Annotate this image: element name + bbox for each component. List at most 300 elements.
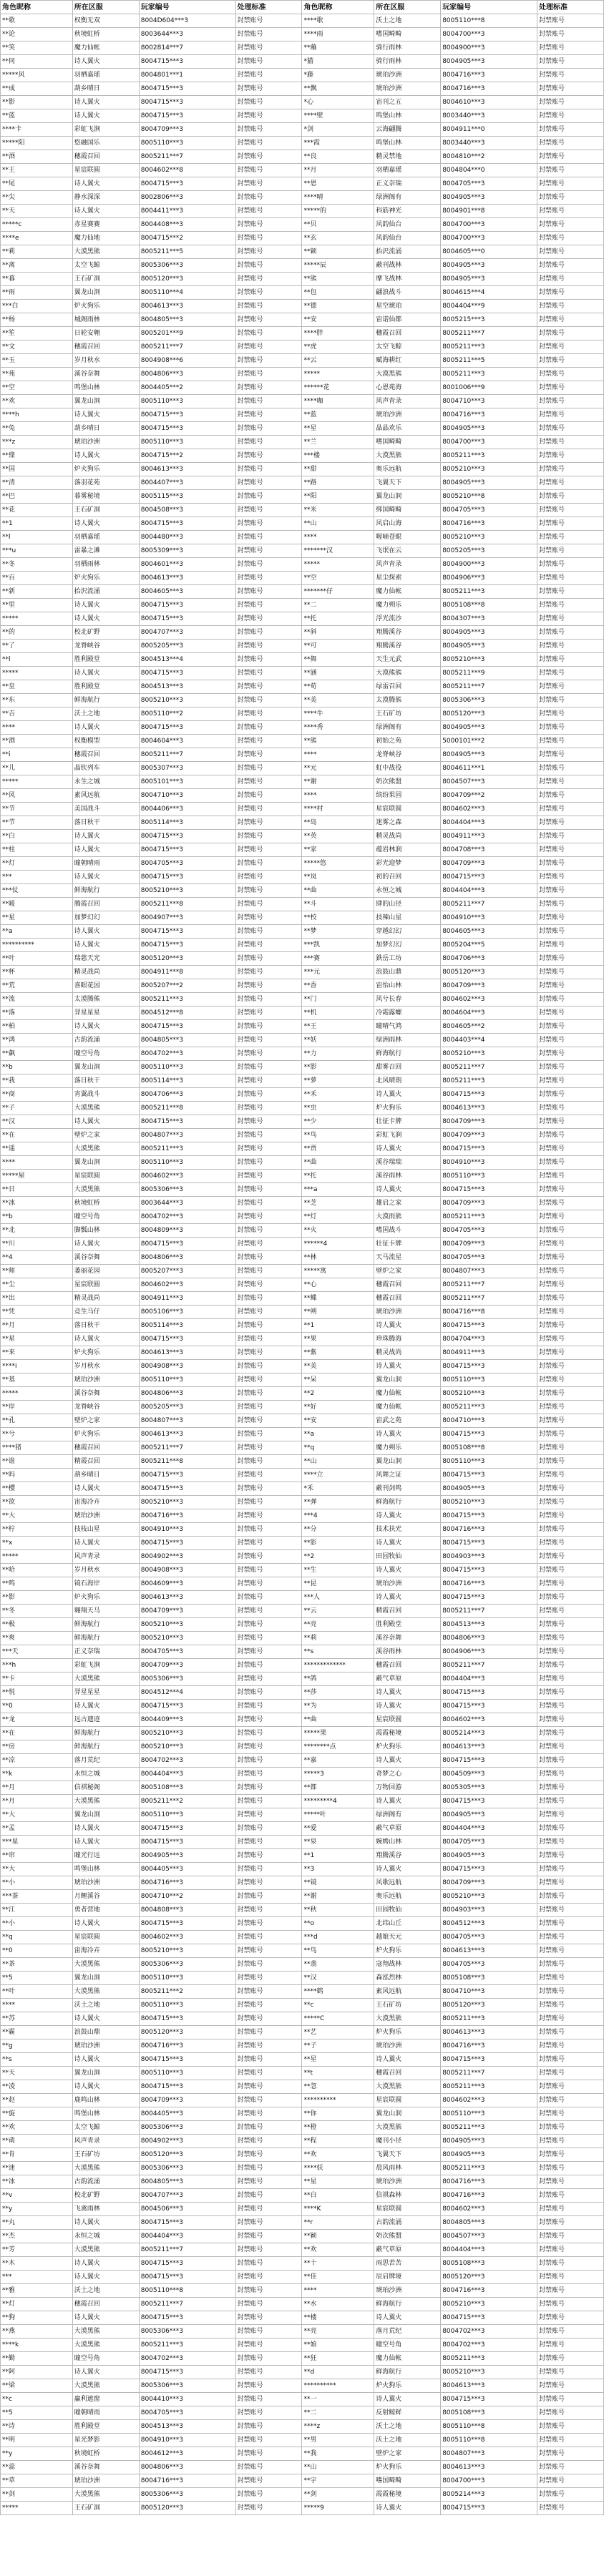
table-row bbox=[1, 979, 604, 993]
nickname-cell: *****风 bbox=[1, 69, 73, 82]
nickname-cell: **路 bbox=[302, 476, 374, 490]
action-cell: 封禁账号 bbox=[537, 504, 604, 517]
server-cell: 翼龙山洞 bbox=[72, 1972, 139, 1985]
action-cell: 封禁账号 bbox=[235, 1673, 302, 1686]
action-cell: 封禁账号 bbox=[537, 2352, 604, 2366]
action-cell: 封禁账号 bbox=[537, 2039, 604, 2053]
player-id-cell: 8004702***3 bbox=[139, 1210, 235, 1224]
server-cell: 大漠黑熊 bbox=[72, 2488, 139, 2502]
table-row bbox=[1, 1727, 604, 1740]
action-cell: 封禁账号 bbox=[235, 1387, 302, 1401]
action-cell: 封禁账号 bbox=[537, 572, 604, 585]
action-cell: 封禁账号 bbox=[537, 1034, 604, 1047]
player-id-cell: 8005110***3 bbox=[441, 1373, 537, 1387]
table-row bbox=[1, 707, 604, 721]
player-id-cell: 8004905***3 bbox=[441, 476, 537, 490]
nickname-cell: **诗 bbox=[1, 2420, 73, 2434]
server-cell: 飞翼天下 bbox=[374, 476, 441, 490]
action-cell: 封禁账号 bbox=[235, 1795, 302, 1808]
nickname-cell: **星 bbox=[1, 911, 73, 925]
nickname-cell: ******4 bbox=[302, 1238, 374, 1251]
action-cell: 封禁账号 bbox=[537, 1197, 604, 1210]
nickname-cell: **肯 bbox=[1, 2148, 73, 2162]
action-cell: 封禁账号 bbox=[537, 585, 604, 599]
player-id-cell: 8004307***3 bbox=[441, 612, 537, 626]
action-cell: 封禁账号 bbox=[537, 1482, 604, 1496]
nickname-cell: **鸟 bbox=[302, 1129, 374, 1142]
action-cell: 封禁账号 bbox=[537, 191, 604, 205]
action-cell: 封禁账号 bbox=[235, 2243, 302, 2257]
action-cell: 封禁账号 bbox=[537, 2271, 604, 2284]
player-id-cell: 8004705***3 bbox=[441, 1931, 537, 1944]
action-cell: 封禁账号 bbox=[537, 2189, 604, 2203]
server-cell: 诗人翼火 bbox=[72, 1917, 139, 1931]
nickname-cell: ***u bbox=[1, 544, 73, 558]
player-id-cell: 8004702***3 bbox=[139, 1754, 235, 1768]
table-row bbox=[1, 1238, 604, 1251]
nickname-cell: **荒 bbox=[1, 979, 73, 993]
nickname-cell: **r bbox=[302, 2216, 374, 2230]
player-id-cell: 8004709***3 bbox=[139, 123, 235, 137]
action-cell: 封禁账号 bbox=[235, 952, 302, 966]
server-cell: 岁月秋水 bbox=[72, 354, 139, 368]
player-id-cell: 8004715***3 bbox=[139, 843, 235, 857]
action-cell: 封禁账号 bbox=[537, 2094, 604, 2107]
table-row bbox=[1, 1183, 604, 1197]
table-row bbox=[1, 884, 604, 898]
nickname-cell: **里 bbox=[1, 599, 73, 612]
player-id-cell: 8005306***3 bbox=[139, 2488, 235, 2502]
server-cell: 琥珀沙洲 bbox=[374, 1306, 441, 1319]
action-cell: 封禁账号 bbox=[235, 1890, 302, 1904]
player-id-cell: 8004715***3 bbox=[139, 177, 235, 191]
action-cell: 封禁账号 bbox=[537, 1537, 604, 1550]
nickname-cell: ********点 bbox=[302, 1740, 374, 1754]
player-id-cell: 8005211***9 bbox=[441, 667, 537, 680]
server-cell: 宙武之苑 bbox=[374, 1414, 441, 1428]
action-cell: 封禁账号 bbox=[235, 2012, 302, 2026]
nickname-cell: **爱 bbox=[302, 1822, 374, 1836]
server-cell: 沃土之地 bbox=[72, 1999, 139, 2012]
table-row bbox=[1, 966, 604, 979]
table-row bbox=[1, 585, 604, 599]
server-cell: 沃土之地 bbox=[374, 2434, 441, 2447]
player-id-cell: 8004512***4 bbox=[139, 1686, 235, 1700]
server-cell: 鸣堡山林 bbox=[374, 109, 441, 123]
player-id-cell: 8004715***3 bbox=[139, 721, 235, 735]
table-row bbox=[1, 1047, 604, 1061]
player-id-cell: 8004609***3 bbox=[139, 1577, 235, 1591]
server-cell: 田园牧仙 bbox=[374, 1550, 441, 1564]
player-id-cell: 8004509***3 bbox=[441, 1768, 537, 1781]
action-cell: 封禁账号 bbox=[235, 803, 302, 816]
nickname-cell: **** bbox=[1, 1156, 73, 1170]
action-cell: 封禁账号 bbox=[537, 109, 604, 123]
server-cell: 溪谷雨林 bbox=[374, 1645, 441, 1659]
server-cell: 初的召回 bbox=[374, 871, 441, 884]
action-cell: 封禁账号 bbox=[537, 843, 604, 857]
nickname-cell: **悦 bbox=[1, 1686, 73, 1700]
action-cell: 封禁账号 bbox=[235, 69, 302, 82]
action-cell: 封禁账号 bbox=[235, 2067, 302, 2080]
server-cell: 翼龙山洞 bbox=[72, 286, 139, 300]
action-cell: 封禁账号 bbox=[235, 109, 302, 123]
action-cell: 封禁账号 bbox=[537, 164, 604, 177]
nickname-cell: **风 bbox=[1, 789, 73, 803]
player-id-cell: 8005211***7 bbox=[441, 2067, 537, 2080]
server-cell: 诗人翼火 bbox=[374, 1686, 441, 1700]
table-row bbox=[1, 558, 604, 572]
table-row bbox=[1, 2012, 604, 2026]
player-id-cell: 8005211***3 bbox=[441, 2352, 537, 2366]
table-row bbox=[1, 205, 604, 218]
nickname-cell: **都 bbox=[302, 1781, 374, 1795]
action-cell: 封禁账号 bbox=[235, 476, 302, 490]
action-cell: 封禁账号 bbox=[537, 1591, 604, 1605]
table-row bbox=[1, 2230, 604, 2243]
player-id-cell: 8004700***3 bbox=[441, 436, 537, 449]
player-id-cell: 8004702***3 bbox=[139, 2352, 235, 2366]
nickname-cell: **一 bbox=[302, 2393, 374, 2406]
player-id-cell: 8004715***3 bbox=[441, 2053, 537, 2067]
player-id-cell: 8005214***3 bbox=[441, 1727, 537, 1740]
server-cell: 胜利殿堂 bbox=[72, 2420, 139, 2434]
player-id-cell: 8004902***3 bbox=[139, 2135, 235, 2148]
server-cell: 骑行雨林 bbox=[374, 55, 441, 69]
action-cell: 封禁账号 bbox=[235, 1958, 302, 1972]
nickname-cell: **蘸 bbox=[302, 41, 374, 55]
action-cell: 封禁账号 bbox=[235, 368, 302, 381]
server-cell: 赤星赛赛 bbox=[72, 218, 139, 232]
action-cell: 封禁账号 bbox=[235, 463, 302, 476]
action-cell: 封禁账号 bbox=[537, 449, 604, 463]
player-id-cell: 8005210***3 bbox=[139, 1944, 235, 1958]
nickname-cell: **山 bbox=[302, 1455, 374, 1469]
nickname-cell: **莉 bbox=[1, 245, 73, 259]
table-row bbox=[1, 96, 604, 109]
action-cell: 封禁账号 bbox=[537, 1605, 604, 1618]
action-cell: 封禁账号 bbox=[235, 2298, 302, 2311]
table-row bbox=[1, 599, 604, 612]
player-id-cell: 8005305***3 bbox=[441, 1781, 537, 1795]
nickname-cell: **叶 bbox=[1, 952, 73, 966]
player-id-cell: 8004715***3 bbox=[441, 871, 537, 884]
action-cell: 封禁账号 bbox=[235, 2339, 302, 2352]
player-id-cell: 8005211***7 bbox=[139, 1441, 235, 1455]
nickname-cell: **杨 bbox=[1, 313, 73, 327]
server-cell: 鲜海航行 bbox=[374, 1496, 441, 1509]
player-id-cell: 8004709***3 bbox=[441, 1197, 537, 1210]
player-id-cell: 8004709***3 bbox=[441, 979, 537, 993]
nickname-cell: **美 bbox=[302, 694, 374, 707]
player-id-cell: 8004804***0 bbox=[441, 164, 537, 177]
player-id-cell: 8005110***4 bbox=[139, 286, 235, 300]
action-cell: 封禁账号 bbox=[537, 123, 604, 137]
table-row bbox=[1, 2447, 604, 2461]
server-cell: 嗜国畸畸 bbox=[374, 436, 441, 449]
server-cell: 鲜海航行 bbox=[72, 1618, 139, 1632]
action-cell: 封禁账号 bbox=[537, 1074, 604, 1088]
server-cell: 王石矿洞 bbox=[72, 2502, 139, 2515]
action-cell: 封禁账号 bbox=[235, 1577, 302, 1591]
action-cell: 封禁账号 bbox=[235, 2257, 302, 2271]
player-id-cell: 8004602***3 bbox=[441, 803, 537, 816]
nickname-cell: **儿 bbox=[1, 762, 73, 775]
table-row bbox=[1, 2339, 604, 2352]
server-cell: 秋境虹桥 bbox=[72, 2447, 139, 2461]
player-id-cell: 8005211***3 bbox=[441, 449, 537, 463]
nickname-cell: **落 bbox=[1, 1007, 73, 1020]
player-id-cell: 8004410***3 bbox=[139, 2393, 235, 2406]
player-id-cell: 8005101***3 bbox=[139, 775, 235, 789]
action-cell: 封禁账号 bbox=[235, 1197, 302, 1210]
action-cell: 封禁账号 bbox=[537, 707, 604, 721]
action-cell: 封禁账号 bbox=[235, 871, 302, 884]
table-row bbox=[1, 1088, 604, 1102]
nickname-cell: **白 bbox=[1, 830, 73, 843]
nickname-cell: ****妖 bbox=[302, 2162, 374, 2175]
nickname-cell: **v bbox=[1, 2189, 73, 2203]
nickname-cell: **明 bbox=[1, 2434, 73, 2447]
action-cell: 封禁账号 bbox=[235, 1170, 302, 1183]
nickname-cell: **丸 bbox=[1, 2216, 73, 2230]
nickname-cell: ***楼 bbox=[302, 449, 374, 463]
server-cell: 落日秋干 bbox=[72, 1074, 139, 1088]
player-id-cell: 8005205***3 bbox=[139, 640, 235, 653]
header-cell: 所在区服 bbox=[374, 1, 441, 14]
nickname-cell: **c bbox=[1, 2393, 73, 2406]
nickname-cell: *****c bbox=[1, 218, 73, 232]
nickname-cell: **好 bbox=[302, 1401, 374, 1414]
player-id-cell: 8004905***3 bbox=[441, 626, 537, 640]
server-cell: 鲜海航行 bbox=[374, 2298, 441, 2311]
player-id-cell: 8005110***3 bbox=[441, 1455, 537, 1469]
nickname-cell: **杰 bbox=[1, 2230, 73, 2243]
server-cell: 远古遗迹 bbox=[72, 1713, 139, 1727]
action-cell: 封禁账号 bbox=[235, 1319, 302, 1333]
table-row bbox=[1, 1659, 604, 1673]
table-row bbox=[1, 1278, 604, 1292]
player-id-cell: 8004905***3 bbox=[441, 2148, 537, 2162]
nickname-cell: ****歌 bbox=[302, 14, 374, 28]
server-cell: 奥乐远航 bbox=[374, 1890, 441, 1904]
player-id-cell: 8004715***3 bbox=[139, 1700, 235, 1713]
server-cell: 翔腾溪谷 bbox=[374, 626, 441, 640]
player-id-cell: 8004715***3 bbox=[441, 1863, 537, 1876]
action-cell: 封禁账号 bbox=[235, 191, 302, 205]
server-cell: 大漠黑熊 bbox=[72, 1958, 139, 1972]
server-cell: 诗人翼火 bbox=[72, 721, 139, 735]
player-id-cell: 8005110***3 bbox=[441, 1170, 537, 1183]
server-cell: 龙脊峡谷 bbox=[72, 1401, 139, 1414]
server-cell: 大漠黑熊 bbox=[72, 1673, 139, 1686]
action-cell: 封禁账号 bbox=[235, 1210, 302, 1224]
action-cell: 封禁账号 bbox=[537, 966, 604, 979]
server-cell: 大漠黑熊 bbox=[72, 1102, 139, 1115]
server-cell: 魔力仙帐 bbox=[72, 41, 139, 55]
server-cell: 骑行雨林 bbox=[374, 41, 441, 55]
nickname-cell: **弹 bbox=[302, 1496, 374, 1509]
table-row bbox=[1, 694, 604, 707]
action-cell: 封禁账号 bbox=[537, 205, 604, 218]
player-id-cell: 8005211***7 bbox=[139, 341, 235, 354]
action-cell: 封禁账号 bbox=[235, 273, 302, 286]
player-id-cell: 8004805***3 bbox=[139, 2175, 235, 2189]
server-cell: 诗人翼火 bbox=[72, 449, 139, 463]
nickname-cell: **机 bbox=[302, 1007, 374, 1020]
server-cell: 羽栖嘉瑶 bbox=[72, 531, 139, 544]
player-id-cell: 8004905***3 bbox=[139, 1849, 235, 1863]
player-id-cell: 8004715***3 bbox=[139, 1115, 235, 1129]
nickname-cell: ****z bbox=[302, 2420, 374, 2434]
nickname-cell: ***人 bbox=[302, 1591, 374, 1605]
action-cell: 封禁账号 bbox=[235, 748, 302, 762]
server-cell: 奶次熊盟 bbox=[374, 2230, 441, 2243]
server-cell: 琥珀沙洲 bbox=[374, 408, 441, 422]
action-cell: 封禁账号 bbox=[537, 2067, 604, 2080]
player-id-cell: 8004605***3 bbox=[441, 925, 537, 939]
nickname-cell: **凌 bbox=[1, 2080, 73, 2094]
action-cell: 封禁账号 bbox=[235, 544, 302, 558]
action-cell: 封禁账号 bbox=[537, 1700, 604, 1713]
player-id-cell: 8004702***3 bbox=[441, 2339, 537, 2352]
nickname-cell: **斜 bbox=[302, 626, 374, 640]
server-cell: 宙海冷卉 bbox=[72, 1944, 139, 1958]
player-id-cell: 8004715***3 bbox=[139, 2257, 235, 2271]
table-row bbox=[1, 1972, 604, 1985]
nickname-cell: **昆 bbox=[302, 1577, 374, 1591]
action-cell: 封禁账号 bbox=[235, 123, 302, 137]
nickname-cell: **勤 bbox=[1, 2352, 73, 2366]
player-id-cell: 8004805***3 bbox=[139, 1034, 235, 1047]
action-cell: 封禁账号 bbox=[537, 1414, 604, 1428]
nickname-cell: **草 bbox=[1, 2474, 73, 2488]
action-cell: 封禁账号 bbox=[537, 2406, 604, 2420]
server-cell: 大漠黑熊 bbox=[72, 245, 139, 259]
nickname-cell: **论 bbox=[1, 28, 73, 41]
server-cell: 诗人翼火 bbox=[72, 1115, 139, 1129]
server-cell: 浪鼓山鼎 bbox=[72, 2026, 139, 2039]
nickname-cell: **心 bbox=[302, 1278, 374, 1292]
player-id-cell: 8005211***5 bbox=[441, 354, 537, 368]
player-id-cell: 8004807***3 bbox=[441, 2447, 537, 2461]
action-cell: 封禁账号 bbox=[537, 395, 604, 408]
action-cell: 封禁账号 bbox=[537, 2026, 604, 2039]
action-cell: 封禁账号 bbox=[235, 789, 302, 803]
table-row bbox=[1, 871, 604, 884]
action-cell: 封禁账号 bbox=[537, 1550, 604, 1564]
action-cell: 封禁账号 bbox=[537, 2257, 604, 2271]
player-id-cell: 8004613***3 bbox=[441, 2461, 537, 2474]
player-id-cell: 8005211***7 bbox=[139, 2243, 235, 2257]
server-cell: 大漠黑熊 bbox=[72, 2339, 139, 2352]
table-row bbox=[1, 1360, 604, 1373]
action-cell: 封禁账号 bbox=[537, 1373, 604, 1387]
nickname-cell: **樱 bbox=[1, 1482, 73, 1496]
server-cell: 壁炉之家 bbox=[72, 1129, 139, 1142]
player-id-cell: 8005210***3 bbox=[441, 653, 537, 667]
action-cell: 封禁账号 bbox=[537, 517, 604, 531]
server-cell: 琥珀沙洲 bbox=[72, 2039, 139, 2053]
server-cell: 古韵流涌 bbox=[374, 2216, 441, 2230]
table-row bbox=[1, 2189, 604, 2203]
player-id-cell: 8004715***3 bbox=[441, 1183, 537, 1197]
player-id-cell: 8004715***3 bbox=[139, 1482, 235, 1496]
player-id-cell: 8004613***3 bbox=[139, 1428, 235, 1441]
server-cell: 穗霞召回 bbox=[72, 2298, 139, 2311]
server-cell: 星宸联圆 bbox=[374, 1713, 441, 1727]
server-cell: 城阁雨林 bbox=[72, 313, 139, 327]
player-id-cell: 8004905***3 bbox=[441, 191, 537, 205]
server-cell: 初始之苑 bbox=[374, 735, 441, 748]
player-id-cell: 8004405***2 bbox=[139, 381, 235, 395]
player-id-cell: 8004705***3 bbox=[441, 504, 537, 517]
server-cell: 宙怡山林 bbox=[374, 979, 441, 993]
action-cell: 封禁账号 bbox=[537, 762, 604, 775]
nickname-cell: *******汉 bbox=[302, 544, 374, 558]
server-cell: 天生元武 bbox=[374, 653, 441, 667]
action-cell: 封禁账号 bbox=[235, 1088, 302, 1102]
player-id-cell: 8004715***3 bbox=[441, 1686, 537, 1700]
server-cell: 霞霞秘境 bbox=[374, 2488, 441, 2502]
action-cell: 封禁账号 bbox=[235, 1808, 302, 1822]
server-cell: 精灵战尚 bbox=[374, 1346, 441, 1360]
player-id-cell: 8005108***3 bbox=[441, 1972, 537, 1985]
server-cell: 翼龙山洞 bbox=[374, 1373, 441, 1387]
server-cell: 奶次熊盟 bbox=[374, 775, 441, 789]
server-cell: 悠融国乐 bbox=[72, 137, 139, 150]
player-id-cell: 8004903***3 bbox=[441, 1904, 537, 1917]
player-id-cell: 8004716***3 bbox=[139, 2474, 235, 2488]
action-cell: 封禁账号 bbox=[235, 2434, 302, 2447]
server-cell: 暮雾秘境 bbox=[72, 490, 139, 504]
player-id-cell: 8004709***3 bbox=[441, 857, 537, 871]
nickname-cell: **在 bbox=[1, 1727, 73, 1740]
table-row bbox=[1, 1713, 604, 1727]
action-cell: 封禁账号 bbox=[235, 1686, 302, 1700]
player-id-cell: 8004715***3 bbox=[139, 1020, 235, 1034]
table-row bbox=[1, 14, 604, 28]
server-cell: 绿洲阁有 bbox=[374, 721, 441, 735]
player-id-cell: 8004403***4 bbox=[441, 1034, 537, 1047]
nickname-cell: **了 bbox=[1, 640, 73, 653]
server-cell: 飞翼天下 bbox=[374, 2148, 441, 2162]
table-row bbox=[1, 1414, 604, 1428]
server-cell: 王石矿坊 bbox=[374, 1999, 441, 2012]
nickname-cell: ***仗 bbox=[1, 884, 73, 898]
action-cell: 封禁账号 bbox=[537, 2325, 604, 2339]
nickname-cell: **欢 bbox=[1, 395, 73, 408]
player-id-cell: 8003644***3 bbox=[139, 28, 235, 41]
player-id-cell: 8004513***4 bbox=[139, 653, 235, 667]
action-cell: 封禁账号 bbox=[537, 1863, 604, 1876]
server-cell: 诗人翼火 bbox=[374, 2393, 441, 2406]
action-cell: 封禁账号 bbox=[537, 857, 604, 871]
nickname-cell: **日 bbox=[1, 1183, 73, 1197]
table-row bbox=[1, 1129, 604, 1142]
server-cell: 炉火狗乐 bbox=[374, 1740, 441, 1754]
action-cell: 封禁账号 bbox=[537, 422, 604, 436]
action-cell: 封禁账号 bbox=[235, 2135, 302, 2148]
server-cell: 鉄岳工坊 bbox=[374, 952, 441, 966]
nickname-cell: **q bbox=[1, 1931, 73, 1944]
nickname-cell: **我 bbox=[1, 1074, 73, 1088]
nickname-cell: **兰 bbox=[302, 436, 374, 449]
action-cell: 封禁账号 bbox=[537, 232, 604, 245]
server-cell: 翱翔天马 bbox=[72, 1605, 139, 1618]
server-cell: 诗人翼火 bbox=[374, 1509, 441, 1523]
action-cell: 封禁账号 bbox=[537, 1972, 604, 1985]
